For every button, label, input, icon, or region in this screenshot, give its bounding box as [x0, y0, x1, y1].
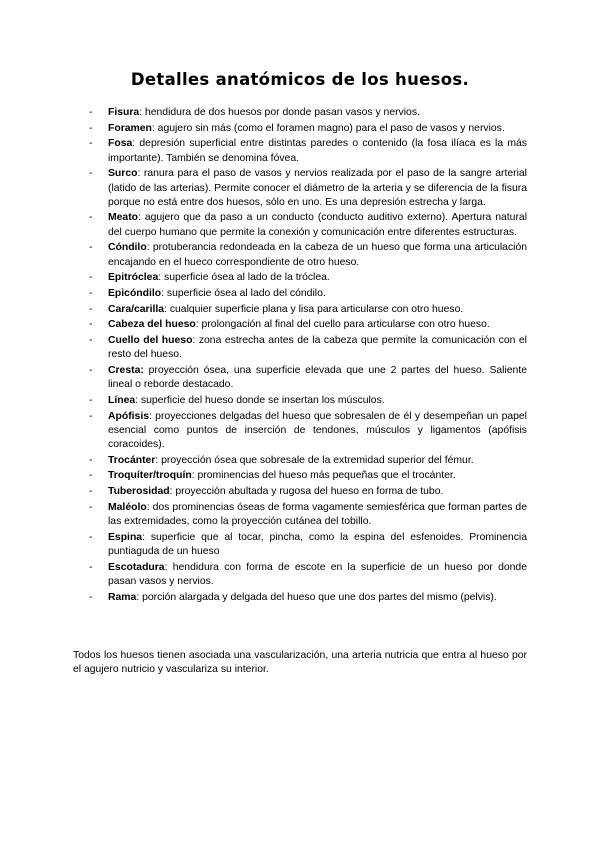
- bullet-dash: -: [89, 531, 93, 543]
- term-label: Rama: [108, 591, 137, 603]
- bullet-dash: -: [89, 335, 93, 347]
- term-label: Escotadura: [108, 561, 165, 573]
- bullet-dash: -: [89, 394, 93, 406]
- bullet-dash: -: [89, 410, 93, 422]
- list-item-epicondilo: [0, 287, 600, 301]
- term-label: Espina: [108, 531, 143, 543]
- list-item-cresta: [0, 364, 600, 392]
- term-label: Epitróclea: [108, 272, 159, 284]
- term-label: Surco: [108, 168, 138, 180]
- term-label: Cuello del hueso: [108, 335, 193, 347]
- term-label: Fosa: [108, 138, 133, 150]
- term-definition: : proyección abultada y rugosa del hueso en forma de tubo.: [169, 486, 444, 498]
- term-definition: : dos prominencias óseas de forma vagamente semiesférica que forman partes de las extremidades, como la proyección cutánea del tobillo.: [108, 501, 527, 527]
- bullet-dash: -: [89, 272, 93, 284]
- list-item-condilo: [0, 241, 600, 269]
- list-item-rama: [0, 591, 600, 605]
- list-item-tuberosidad: [0, 485, 600, 499]
- bullet-dash: -: [89, 122, 93, 134]
- term-definition: : porción alargada y delgada del hueso que une dos partes del mismo (pelvis).: [136, 591, 497, 603]
- bullet-dash: -: [89, 454, 93, 466]
- bullet-dash: -: [89, 242, 93, 254]
- term-label: Maléolo: [108, 501, 147, 513]
- closing-paragraph: Todos los huesos tienen asociada una vascularización, una arteria nutricia que entra al hueso por el agujero nutricio y vasculariza su interior.: [73, 650, 527, 676]
- term-definition: proyección ósea, una superficie elevada que une 2 partes del hueso. Saliente lineal o reborde destacado.: [108, 364, 527, 391]
- list-item-meato: [0, 211, 600, 239]
- bullet-dash: -: [89, 364, 93, 376]
- term-definition: : superficie ósea al lado del cóndilo.: [161, 287, 326, 299]
- bullet-dash: -: [89, 470, 93, 482]
- bullet-dash: -: [89, 303, 93, 315]
- bullet-dash: -: [89, 107, 93, 118]
- list-item-cuello-del-hueso: [0, 334, 600, 362]
- list-item-trocanter: [0, 454, 600, 468]
- term-definition: : agujero que da paso a un conducto (conducto auditivo externo). Apertura natural del cuerpo humano que permite la conexión y comunicación entre diferentes estructuras.: [108, 212, 527, 238]
- bullet-dash: -: [89, 501, 93, 513]
- term-definition: : proyecciones delgadas del hueso que sobresalen de él y desempeñan un papel esencial como puntos de inserción de tendones, músculos y ligamentos (apófisis coracoides).: [108, 410, 527, 450]
- term-label: Tuberosidad: [108, 486, 170, 498]
- term-definition: : superficie que al tocar, pincha, como la espina del esfenoides. Prominencia puntiaguda de un hueso: [108, 531, 527, 557]
- term-label: Trocánter: [108, 454, 156, 466]
- list-item-escotadura: [0, 561, 600, 589]
- bullet-dash: -: [89, 168, 93, 180]
- list-item-epitroclea: [0, 271, 600, 285]
- list-item-espina: [0, 531, 600, 559]
- bullet-dash: -: [89, 591, 93, 603]
- term-label: Apófisis: [108, 410, 149, 422]
- list-item-foramen: [0, 122, 600, 136]
- list-item-fosa: [0, 137, 600, 165]
- term-label: Línea: [108, 394, 136, 406]
- term-label: Cara/carilla: [108, 303, 165, 315]
- term-definition: : protuberancia redondeada en la cabeza de un hueso que forma una articulación encajando en el hueco correspondiente de otro hueso.: [108, 242, 527, 268]
- term-definition: : hendidura de dos huesos por donde pasan vasos y nervios.: [139, 107, 420, 118]
- term-definition: : depresión superficial entre distintas paredes o contenido (la fosa ilíaca es la más importante). También se denomina fóvea.: [108, 138, 527, 164]
- term-label: Troquíter/troquín: [108, 470, 192, 482]
- term-definition: : agujero sin más (como el foramen magno) para el paso de vasos y nervios.: [151, 122, 505, 134]
- term-definition: : prominencias del hueso más pequeñas que el trocánter.: [191, 470, 456, 482]
- list-item-linea: [0, 394, 600, 408]
- list-item-maleolo: [0, 501, 600, 529]
- term-label: Meato: [108, 212, 139, 224]
- term-definition: : zona estrecha antes de la cabeza que permite la comunicación con el resto del hueso.: [108, 335, 527, 361]
- term-definition: : ranura para el paso de vasos y nervios realizada por el paso de la sangre arterial (latido de las arterias). Permite conocer el diámetro de la arteria y se diferencia de la fisura porque no está entre dos huesos, sólo en uno. Es una depresión estrecha y larga.: [108, 168, 527, 208]
- term-definition: : superficie del hueso donde se insertan los músculos.: [135, 394, 385, 406]
- page-title: Detalles anatómicos de los huesos.: [130, 70, 470, 89]
- term-definition: : cualquier superficie plana y lisa para articularse con otro hueso.: [164, 303, 464, 315]
- bullet-dash: -: [89, 212, 93, 224]
- term-definition: : superficie ósea al lado de la tróclea.: [158, 272, 330, 284]
- term-label: Cóndilo: [108, 242, 147, 254]
- term-label: Epicóndilo: [108, 287, 162, 299]
- list-item-apofisis: [0, 410, 600, 453]
- list-item-surco: [0, 167, 600, 210]
- bullet-dash: -: [89, 138, 93, 150]
- list-item-troquiter-troquin: [0, 469, 600, 483]
- list-item-cara-carilla: [0, 303, 600, 317]
- bullet-dash: -: [89, 561, 93, 573]
- term-definition: : hendidura con forma de escote en la superficie de un hueso por donde pasan vasos y nervios.: [108, 561, 527, 587]
- term-list: [0, 106, 600, 606]
- term-label: Cresta:: [108, 364, 144, 376]
- bullet-dash: -: [89, 287, 93, 299]
- term-definition: : proyección ósea que sobresale de la extremidad superior del fémur.: [155, 454, 474, 466]
- term-label: Foramen: [108, 122, 152, 134]
- bullet-dash: -: [89, 486, 93, 498]
- term-label: Fisura: [108, 107, 140, 118]
- bullet-dash: -: [89, 319, 93, 331]
- term-definition: : prolongación al final del cuello para articularse con otro hueso.: [195, 319, 490, 331]
- list-item-fisura: [0, 106, 600, 120]
- list-item-cabeza-del-hueso: [0, 318, 600, 332]
- term-label: Cabeza del hueso: [108, 319, 196, 331]
